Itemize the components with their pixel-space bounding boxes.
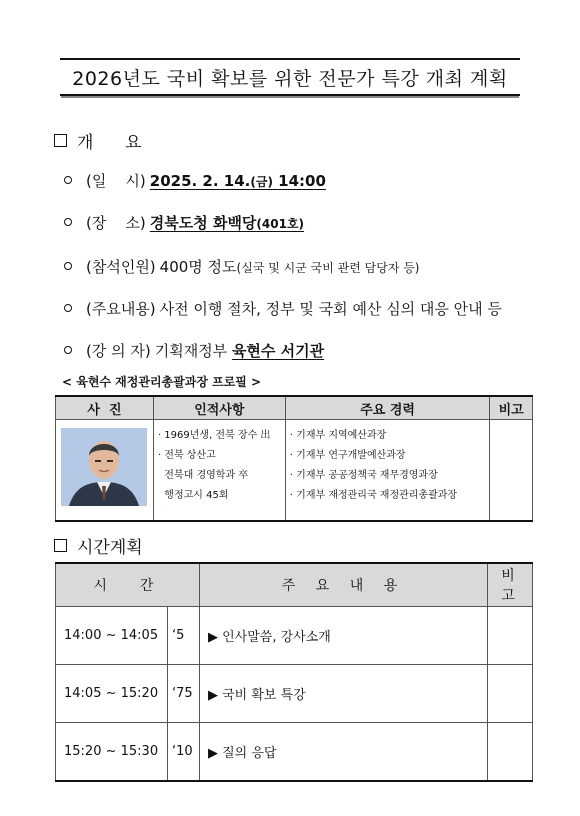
personal-item: 전북대 경영학과 卒 — [157, 470, 249, 481]
overview-item-place — [64, 212, 304, 233]
schedule-header-note: 비 고 — [488, 563, 533, 607]
profile-header-career: 주요 경력 — [285, 396, 490, 420]
portrait-photo — [61, 428, 147, 506]
circle-bullet-icon — [64, 262, 72, 270]
document-title-text: 2026년도 국비 확보를 위한 전문가 특강 개최 계획 — [72, 67, 508, 90]
overview-label: (참석인원) — [86, 258, 156, 276]
circle-bullet-icon — [64, 218, 72, 226]
overview-value: 경북도청 화백당(401호) — [149, 214, 305, 232]
section-overview-title: 개 요 — [77, 133, 144, 153]
career-item: · 기재부 공공정책국 재무경영과장 — [289, 470, 438, 481]
circle-bullet-icon — [64, 176, 72, 184]
schedule-duration: ‘75 — [167, 665, 199, 723]
profile-table — [55, 395, 533, 522]
square-bullet-icon — [54, 539, 67, 552]
profile-header-photo: 사 진 — [56, 396, 154, 420]
overview-label: (일 시) — [86, 172, 146, 190]
profile-header-note: 비고 — [490, 396, 533, 420]
schedule-note — [488, 607, 533, 665]
personal-item: · 1969년생, 전북 장수 出 — [157, 430, 271, 441]
schedule-header-content: 주 요 내 용 — [199, 563, 487, 607]
table-row — [56, 723, 533, 782]
document-title — [60, 58, 520, 96]
schedule-content: ▶ 인사말씀, 강사소개 — [199, 607, 487, 665]
profile-personal-cell — [153, 420, 285, 522]
overview-item-content — [64, 298, 502, 319]
portrait-photo-image — [61, 428, 147, 506]
profile-header-personal: 인적사항 — [153, 396, 285, 420]
schedule-table — [55, 562, 533, 782]
section-schedule-title: 시간계획 — [77, 538, 143, 558]
schedule-content: ▶ 국비 확보 특강 — [199, 665, 487, 723]
personal-item: · 전북 상산고 — [157, 450, 216, 461]
profile-caption: < 육현수 재정관리총괄과장 프로필 > — [62, 375, 262, 389]
career-item: · 기재부 지역예산과장 — [289, 430, 387, 441]
career-item: · 기재부 재정관리국 재정관리총괄과장 — [289, 490, 458, 501]
circle-bullet-icon — [64, 346, 72, 354]
schedule-time: 15:20 ~ 15:30 — [56, 723, 168, 782]
section-schedule-heading — [54, 533, 143, 558]
personal-item: 행정고시 45회 — [157, 490, 229, 501]
schedule-time: 14:05 ~ 15:20 — [56, 665, 168, 723]
overview-item-lecturer — [64, 340, 324, 361]
profile-photo-cell — [56, 420, 154, 522]
table-row — [56, 607, 533, 665]
overview-value: 기획재정부 육현수 서기관 — [154, 342, 325, 360]
profile-note-cell — [490, 420, 533, 522]
schedule-header-time: 시 간 — [56, 563, 200, 607]
section-overview-heading — [54, 128, 143, 153]
square-bullet-icon — [54, 134, 67, 147]
overview-value: 사전 이행 절차, 정부 및 국회 예산 심의 대응 안내 등 — [159, 300, 502, 318]
schedule-duration: ‘10 — [167, 723, 199, 782]
table-row — [56, 665, 533, 723]
profile-career-cell — [285, 420, 490, 522]
schedule-note — [488, 723, 533, 782]
overview-value: 2025. 2. 14.(금) 14:00 — [149, 172, 326, 190]
circle-bullet-icon — [64, 304, 72, 312]
overview-label: (주요내용) — [86, 300, 156, 318]
schedule-note — [488, 665, 533, 723]
schedule-time: 14:00 ~ 14:05 — [56, 607, 168, 665]
career-item: · 기재부 연구개발예산과장 — [289, 450, 406, 461]
overview-item-datetime — [64, 170, 326, 191]
overview-label: (장 소) — [86, 214, 146, 232]
overview-label: (강 의 자) — [86, 342, 151, 360]
overview-item-attendees — [64, 256, 420, 277]
overview-value: 400명 정도(실국 및 시군 국비 관련 담당자 등) — [159, 258, 420, 276]
schedule-duration: ‘5 — [167, 607, 199, 665]
schedule-content: ▶ 질의 응답 — [199, 723, 487, 782]
